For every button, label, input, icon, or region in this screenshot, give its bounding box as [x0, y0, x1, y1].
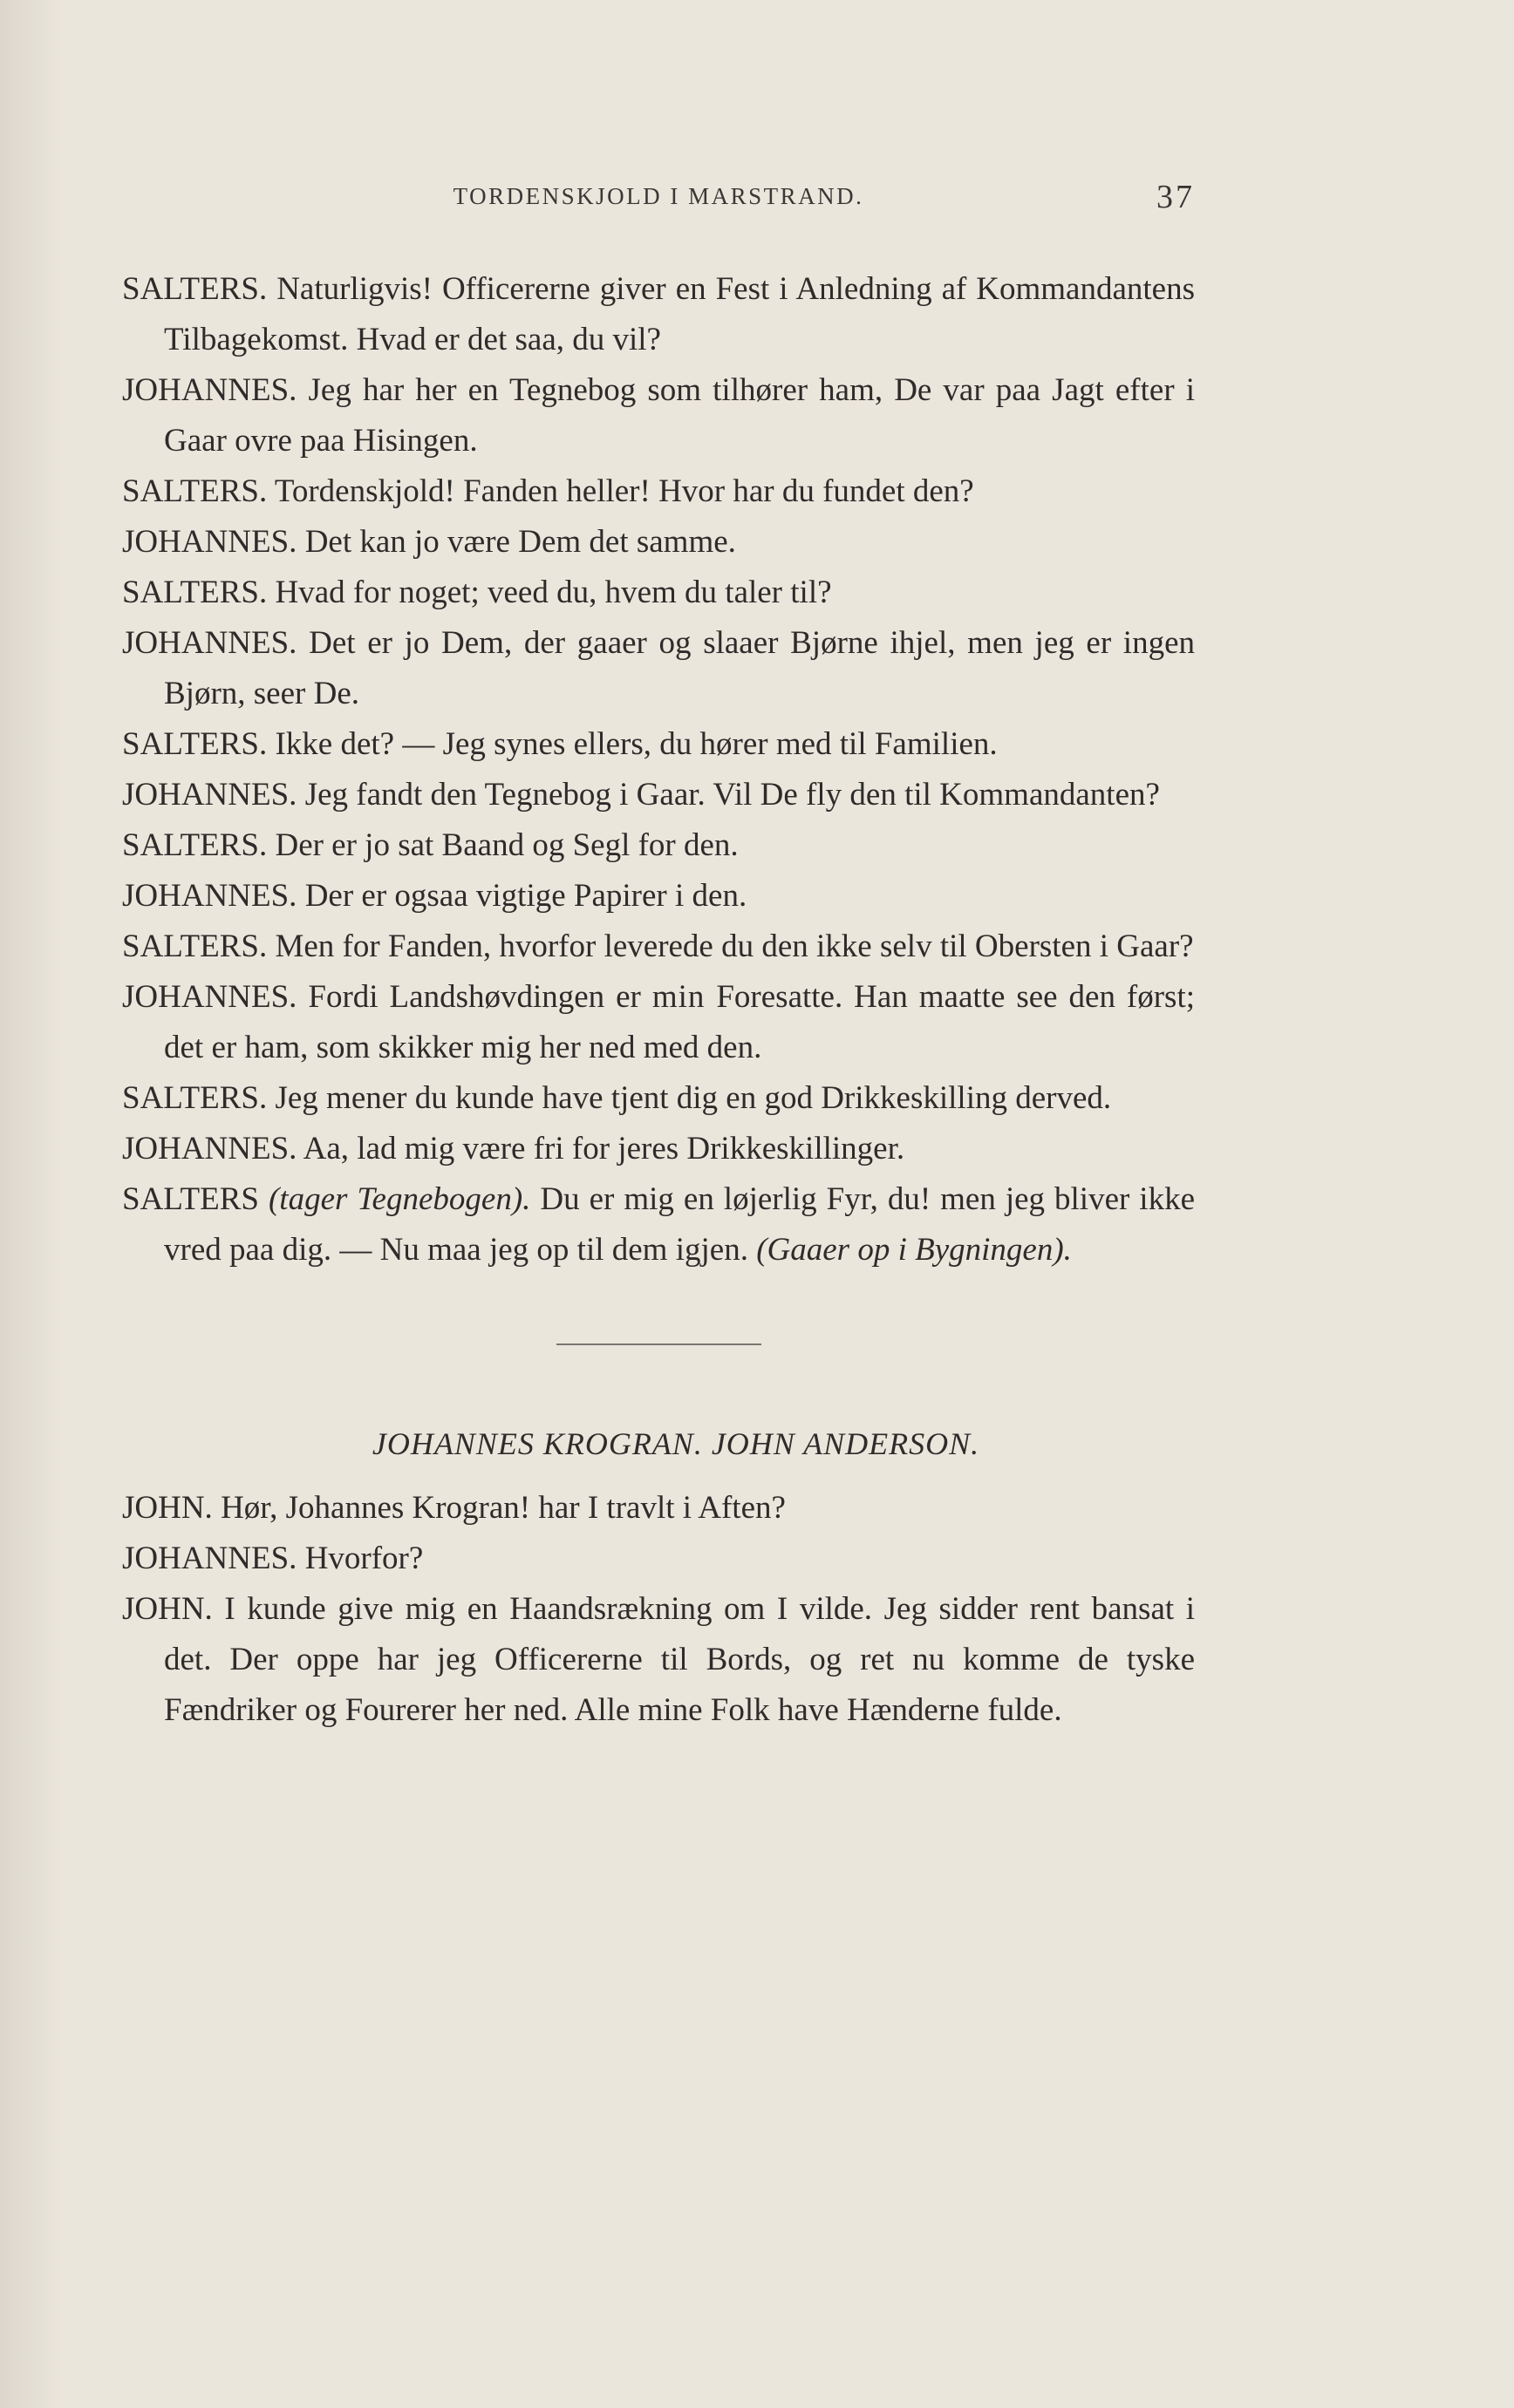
stage-direction: (tager Tegnebogen).: [268, 1181, 531, 1217]
speaker-name: SALTERS.: [122, 271, 268, 307]
speech-line: [122, 264, 1195, 365]
speech-text: Hvorfor?: [304, 1541, 424, 1576]
speech-line: [122, 1584, 1195, 1736]
speech-text: Hør, Johannes Krogran! har I travlt i Aften?: [221, 1490, 786, 1526]
speaker-name: SALTERS.: [122, 929, 268, 964]
speech-line: [122, 1483, 1195, 1534]
speaker-name: SALTERS.: [122, 1080, 268, 1116]
speaker-name: JOHANNES.: [122, 777, 297, 813]
speaker-name: SALTERS.: [122, 827, 268, 863]
scene-heading: JOHANNES KROGRAN. JOHN ANDERSON.: [372, 1426, 980, 1461]
speaker-name: JOHN.: [122, 1591, 213, 1627]
speech-line: [122, 719, 1195, 770]
speech-text: Foresatte. Han maatte see den først; det er ham, som skikker mig her ned med den.: [164, 979, 1196, 1065]
speaker-name: JOHANNES.: [122, 1541, 297, 1576]
speech-text: Jeg mener du kunde have tjent dig en god Drikkeskilling derved.: [275, 1080, 1112, 1116]
speech-line: [122, 1174, 1195, 1275]
speaker-name: SALTERS.: [122, 726, 268, 762]
speech-text: Der er jo sat Baand og Segl for den.: [275, 827, 739, 863]
speech-text: Tordenskjold! Fanden heller! Hvor har du fundet den?: [274, 473, 974, 509]
speaker-name: JOHANNES.: [122, 372, 297, 408]
speaker-name: SALTERS.: [122, 575, 268, 610]
speaker-name: JOHANNES.: [122, 979, 297, 1015]
speaker-name: JOHANNES.: [122, 1131, 297, 1167]
speaker-name: JOHANNES.: [122, 524, 297, 560]
speech-line: [122, 466, 1195, 517]
speech-line: [122, 1073, 1195, 1124]
speech-text: Hvad for noget; veed du, hvem du taler til?: [275, 575, 832, 610]
speaker-name: JOHANNES.: [122, 878, 297, 914]
speech-text: Der er ogsaa vigtige Papirer i den.: [304, 878, 747, 914]
stage-direction: (Gaaer op i Bygningen).: [756, 1232, 1072, 1268]
page-number: 37: [1156, 179, 1195, 215]
emphasized-word: min: [651, 979, 706, 1015]
speech-line: [122, 568, 1195, 618]
speaker-name: JOHN.: [122, 1490, 213, 1526]
binding-gutter: [0, 0, 63, 2408]
speaker-name: SALTERS.: [122, 473, 268, 509]
speech-line: [122, 1534, 1195, 1584]
speech-line: [122, 1124, 1195, 1174]
speech-line: [122, 922, 1195, 972]
scene-divider: [556, 1343, 761, 1345]
speech-text: Det er jo Dem, der gaaer og slaaer Bjørne ihjel, men jeg er ingen Bjørn, seer De.: [164, 625, 1196, 711]
speech-line: [122, 618, 1195, 719]
speech-line: [122, 517, 1195, 568]
speech-text: Aa, lad mig være fri for jeres Drikkeskillinger.: [303, 1131, 905, 1167]
page-body: [122, 264, 1195, 1736]
speaker-name: JOHANNES.: [122, 625, 297, 661]
speech-line: [122, 365, 1195, 466]
speech-text: Jeg har her en Tegnebog som tilhører ham, De var paa Jagt efter i Gaar ovre paa Hisingen.: [164, 372, 1196, 459]
speaker-name: SALTERS: [122, 1181, 259, 1217]
speech-text: Men for Fanden, hvorfor leverede du den ikke selv til Obersten i Gaar?: [275, 929, 1194, 964]
page-header: [122, 178, 1195, 221]
speech-line: [122, 871, 1195, 922]
speech-text-before: Fordi Landshøvdingen er: [308, 979, 652, 1015]
speech-line: [122, 820, 1195, 871]
speech-line: [122, 972, 1195, 1073]
speech-text: Det kan jo være Dem det samme.: [304, 524, 736, 560]
speech-text: I kunde give mig en Haandsrækning om I vilde. Jeg sidder rent bansat i det. Der oppe har jeg Officererne til Bords, og ret nu komme de tyske Fændriker og Fourerer her ned. Alle mine Folk have Hænderne fulde.: [164, 1591, 1196, 1728]
speech-text: Ikke det? — Jeg synes ellers, du hører med til Familien.: [275, 726, 998, 762]
speech-text: Du er mig en løjerlig Fyr, du! men jeg bliver ikke vred paa dig. — Nu maa jeg op til dem igjen.: [164, 1181, 1196, 1268]
speech-line: [122, 770, 1195, 820]
speech-text: Naturligvis! Officererne giver en Fest i Anledning af Kommandantens Tilbagekomst. Hvad er det saa, du vil?: [164, 271, 1195, 357]
speech-text: Jeg fandt den Tegnebog i Gaar. Vil De fly den til Kommandanten?: [304, 777, 1160, 813]
running-title: TORDENSKJOLD I MARSTRAND.: [453, 183, 864, 209]
